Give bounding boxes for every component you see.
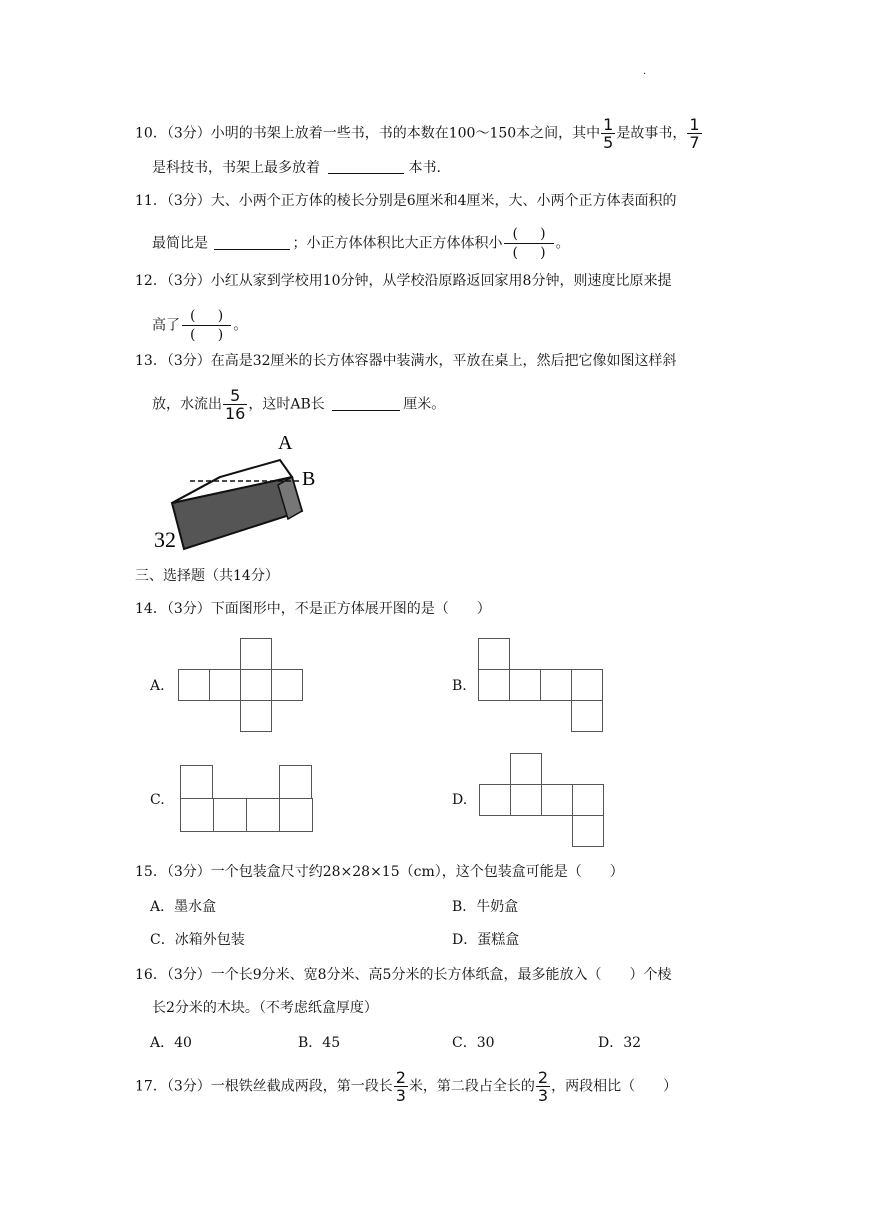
q16-option-b[interactable]: B．45	[298, 1035, 341, 1051]
paren-fraction[interactable]: ( ) ( )	[504, 225, 553, 262]
net-square	[180, 798, 214, 832]
fraction-2-3: $\frac{2}{3}$	[395, 1068, 406, 1105]
paren-fraction[interactable]: ( ) ( )	[182, 307, 231, 344]
net-square	[178, 669, 210, 701]
fraction-2-3: $\frac{2}{3}$	[537, 1068, 549, 1105]
net-square	[240, 638, 272, 670]
net-square	[510, 784, 542, 816]
net-square	[510, 753, 542, 785]
q14-stem: 14．（3分）下面图形中，不是正方体展开图的是（ ）	[135, 601, 491, 617]
section-heading: 三、选择题（共14分）	[135, 568, 279, 584]
label-b: B	[302, 468, 316, 490]
net-square	[572, 815, 604, 847]
q11-line-1: 11．（3分）大、小两个正方体的棱长分别是6厘米和4厘米，大、小两个正方体表面积的	[135, 193, 677, 209]
q14-option-b[interactable]: B.	[452, 678, 467, 694]
q16-option-c[interactable]: C．30	[452, 1035, 495, 1051]
q10-line-1: 10．（3分）小明的书架上放着一些书，书的本数在100～150本之间，其中 $\frac{1}{5}$ 是故事书， $\frac{1}{7}$	[135, 115, 700, 152]
net-square	[509, 669, 541, 701]
net-square	[478, 669, 510, 701]
net-square	[180, 765, 213, 799]
q15-stem: 15．（3分）一个包装盒尺寸约28×28×15（cm），这个包装盒可能是（ ）	[135, 864, 624, 880]
net-square	[571, 700, 603, 732]
fraction-1-7: $\frac{1}{7}$	[689, 115, 700, 152]
q15-option-d[interactable]: D．蛋糕盒	[452, 932, 520, 948]
q11-line-2: 最简比是 ；小正方体体积比大正方体体积小 ( ) ( ) 。	[152, 226, 570, 261]
q12-line-1: 12．（3分）小红从家到学校用10分钟，从学校沿原路返回家用8分钟，则速度比原来提	[135, 273, 672, 289]
q15-option-c[interactable]: C．冰箱外包装	[150, 932, 245, 948]
fraction-5-16: $\frac{5}{16}$	[225, 386, 246, 423]
q13-line-2: 放，水流出 $\frac{5}{16}$ ，这时AB长 厘米。	[152, 386, 446, 423]
q12-line-2: 高了 ( ) ( ) 。	[152, 308, 248, 343]
q15-option-a[interactable]: A．墨水盒	[150, 899, 217, 915]
net-square	[279, 765, 312, 799]
q13-line-1: 13．（3分）在高是32厘米的长方体容器中装满水，平放在桌上，然后把它像如图这样斜	[135, 353, 677, 369]
q16-option-d[interactable]: D．32	[598, 1035, 642, 1051]
q16-option-a[interactable]: A．40	[150, 1035, 192, 1051]
label-32: 32	[154, 527, 176, 552]
tilted-box-figure	[150, 425, 322, 555]
net-square	[279, 798, 313, 832]
answer-blank[interactable]	[328, 157, 404, 174]
net-square	[541, 784, 573, 816]
fraction-1-5: $\frac{1}{5}$	[603, 115, 614, 152]
q14-option-c[interactable]: C.	[150, 792, 165, 808]
q14-option-d[interactable]: D.	[452, 792, 468, 808]
net-square	[479, 784, 511, 816]
net-square	[213, 798, 247, 832]
net-square	[571, 669, 603, 701]
q10-line-2: 是科技书，书架上最多放着 本书.	[152, 157, 441, 179]
q17-stem: 17．（3分）一根铁丝截成两段，第一段长 $\frac{2}{3}$ 米，第二段占全长的 $\frac{2}{3}$ ，两段相比（ ）	[135, 1068, 678, 1105]
tilted-box-svg	[150, 425, 322, 555]
q16-line-2: 长2分米的木块。（不考虑纸盒厚度）	[152, 1000, 378, 1016]
q14-option-a[interactable]: A.	[150, 678, 165, 694]
net-square	[271, 669, 303, 701]
q15-option-b[interactable]: B．牛奶盒	[452, 899, 519, 915]
answer-blank[interactable]	[332, 394, 400, 411]
answer-blank[interactable]	[214, 233, 290, 250]
net-square	[240, 700, 272, 732]
label-a: A	[278, 432, 293, 454]
q16-line-1: 16．（3分）一个长9分米、宽8分米、高5分米的长方体纸盒，最多能放入（ ）个棱	[135, 967, 672, 983]
net-square	[572, 784, 604, 816]
net-square	[246, 798, 280, 832]
net-square	[209, 669, 241, 701]
page-dot: .	[643, 66, 647, 77]
net-square	[478, 638, 510, 670]
net-square	[540, 669, 572, 701]
net-square	[240, 669, 272, 701]
